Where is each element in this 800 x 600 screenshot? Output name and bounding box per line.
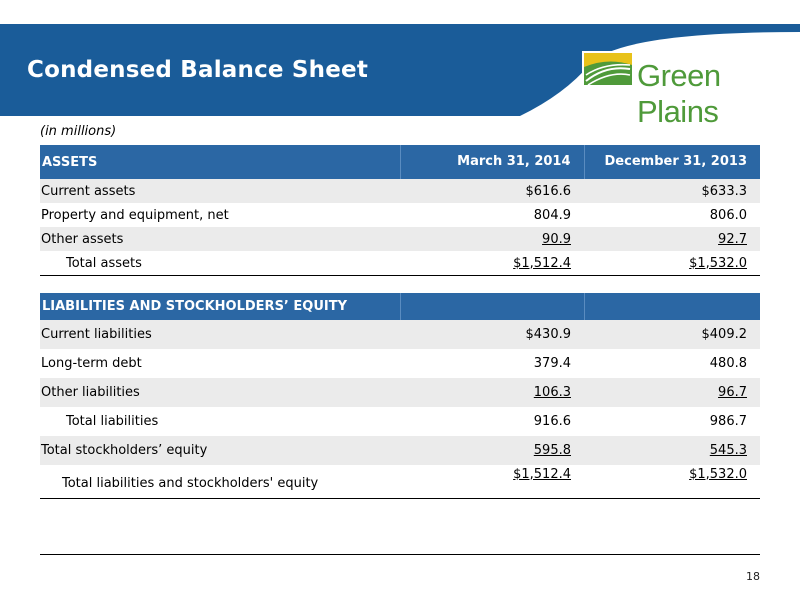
logo-wordmark: Green Plains xyxy=(637,58,721,129)
row-label: Total assets xyxy=(40,251,400,276)
value-2014: 804.9 xyxy=(533,207,571,223)
page-number: 18 xyxy=(746,570,760,583)
value-2013: $1,532.0 xyxy=(689,255,747,271)
table-row xyxy=(40,203,760,227)
row-label: Total liabilities xyxy=(66,414,159,429)
footer-divider xyxy=(40,554,760,555)
green-plains-logo-icon xyxy=(582,51,634,87)
header-december-2013: December 31, 2013 xyxy=(584,145,760,179)
table-row xyxy=(40,349,760,378)
table-row xyxy=(40,378,760,407)
value-2013: 480.8 xyxy=(709,356,747,371)
row-label: Total liabilities and stockholders' equity xyxy=(40,465,400,499)
value-2014: 379.4 xyxy=(533,356,571,371)
row-label: Other liabilities xyxy=(40,378,400,407)
value-2013: $1,532.0 xyxy=(689,467,747,482)
value-2013: 96.7 xyxy=(718,385,747,400)
liabilities-header-label: LIABILITIES AND STOCKHOLDERS’ EQUITY xyxy=(40,293,400,320)
value-2014: 106.3 xyxy=(533,385,571,400)
table-row xyxy=(40,227,760,251)
row-label: Long-term debt xyxy=(41,356,142,371)
table-row xyxy=(40,407,760,436)
value-2014: $616.6 xyxy=(400,179,584,203)
value-2013: 986.7 xyxy=(709,414,747,429)
row-label: Other assets xyxy=(40,227,400,251)
row-label: Property and equipment, net xyxy=(41,207,229,223)
table-row xyxy=(40,436,760,465)
liabilities-header-row xyxy=(40,293,760,320)
header-march-2014: March 31, 2014 xyxy=(400,145,584,179)
units-note: (in millions) xyxy=(40,124,117,139)
value-2013: 545.3 xyxy=(709,443,747,458)
assets-header-label: ASSETS xyxy=(40,145,400,179)
row-label: Current liabilities xyxy=(40,320,400,349)
slide-title: Condensed Balance Sheet xyxy=(27,57,369,83)
value-2014: $430.9 xyxy=(400,320,584,349)
value-2014: 90.9 xyxy=(542,231,571,247)
value-2013: 92.7 xyxy=(718,231,747,247)
assets-header-row xyxy=(40,145,760,179)
value-2013: 806.0 xyxy=(709,207,747,223)
total-row xyxy=(40,465,760,499)
assets-table xyxy=(40,145,760,276)
value-2014: 595.8 xyxy=(533,443,571,458)
table-row xyxy=(40,179,760,203)
value-2014: $1,512.4 xyxy=(513,467,571,482)
table-row xyxy=(40,320,760,349)
value-2013: $409.2 xyxy=(584,320,760,349)
total-row xyxy=(40,251,760,276)
row-label: Current assets xyxy=(40,179,400,203)
value-2013: $633.3 xyxy=(584,179,760,203)
liabilities-table xyxy=(40,293,760,499)
row-label: Total stockholders’ equity xyxy=(40,436,400,465)
value-2014: $1,512.4 xyxy=(513,255,571,271)
value-2014: 916.6 xyxy=(533,414,571,429)
